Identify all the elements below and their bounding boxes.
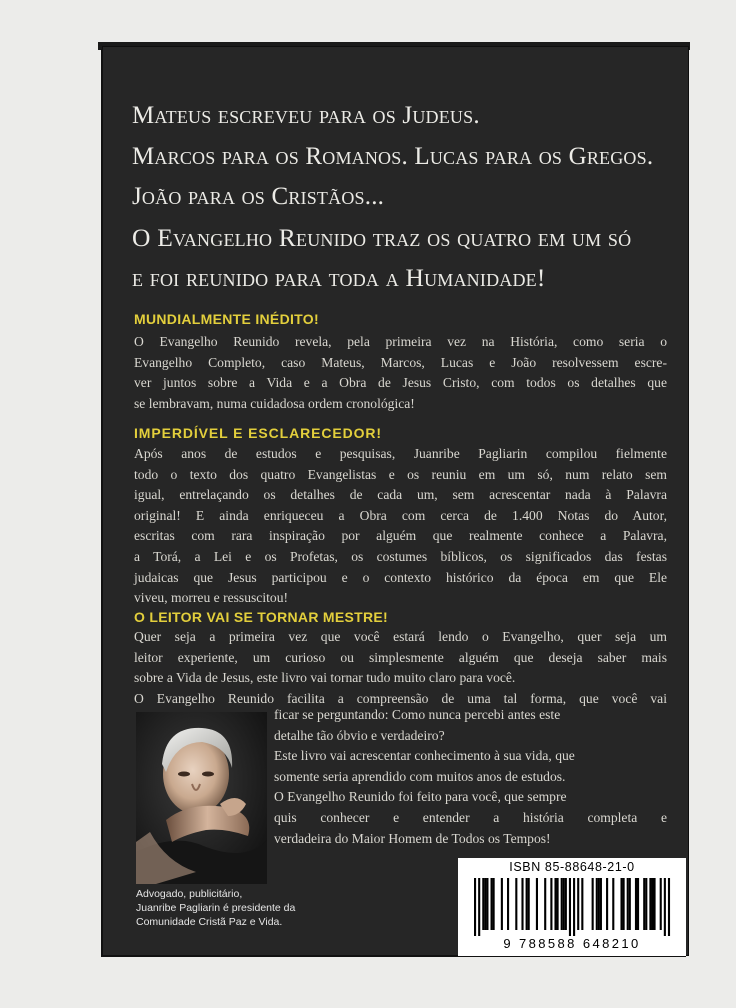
barcode-bar — [554, 878, 556, 930]
body-line: judaicas que Jesus participou e o contexto histórico da época em que Ele — [134, 569, 667, 585]
barcode-bar — [627, 878, 629, 930]
barcode-bar — [484, 878, 486, 930]
barcode-bar — [478, 878, 480, 936]
body-line: O Evangelho Reunido facilita a compreensão de uma tal forma, que você vai — [134, 690, 667, 706]
section-title-mundialmente-inedito: MUNDIALMENTE INÉDITO! — [134, 311, 319, 327]
barcode-bar — [581, 878, 583, 930]
barcode-bar — [493, 878, 495, 930]
body-line: O Evangelho Reunido foi feito para você, que sempre — [274, 789, 567, 805]
barcode-bar — [629, 878, 631, 930]
body-line: viveu, morreu e ressuscitou! — [134, 590, 289, 606]
body-line: Evangelho Completo, caso Mateus, Marcos, Lucas e João resolvessem escre- — [134, 354, 667, 370]
author-caption — [136, 887, 356, 929]
body-line: leitor experiente, um curioso ou simplesmente alguém que deseja saber mais — [134, 649, 667, 665]
headline-line-4: O Evangelho Reunido traz os quatro em um só — [132, 223, 632, 252]
barcode-bar — [557, 878, 559, 930]
isbn-barcode — [458, 858, 686, 956]
isbn-label: ISBN 85-88648-21-0 — [509, 860, 635, 874]
barcode-bar — [486, 878, 488, 930]
body-line: detalhe tão óbvio e verdadeiro? — [274, 727, 445, 743]
barcode-bar — [507, 878, 509, 930]
body-line: Quer seja a primeira vez que você estará lendo o Evangelho, quer seja um — [134, 629, 667, 644]
caption-line: Comunidade Cristã Paz e Vida. — [136, 916, 283, 928]
barcode-bar — [645, 878, 647, 930]
barcode-bar — [474, 878, 476, 936]
body-line: se lembravam, numa cuidadosa ordem cronológica! — [134, 395, 415, 411]
body-line: Após anos de estudos e pesquisas, Juanribe Pagliarin compilou fielmente — [134, 446, 667, 461]
barcode-bar — [668, 878, 670, 936]
barcode-bar — [664, 878, 666, 936]
section-body-mundialmente-inedito — [134, 332, 667, 414]
body-line: escritas com rara inspiração por alguém que realmente conhece a Palavra, — [134, 528, 667, 544]
barcode-bar — [596, 878, 598, 930]
barcode-bar — [660, 878, 662, 930]
body-line: verdadeira do Maior Homem de Todos os Tempos! — [274, 830, 551, 846]
body-line: Este livro vai acrescentar conhecimento à sua vida, que — [274, 748, 575, 764]
barcode-bar — [528, 878, 530, 930]
barcode-bar — [620, 878, 622, 930]
barcode-bar — [623, 878, 625, 930]
barcode-bar — [612, 878, 614, 930]
barcode-bar — [526, 878, 528, 930]
body-line: O Evangelho Reunido revela, pela primeira vez na História, como seria o — [134, 334, 667, 349]
headline-line-5: e foi reunido para toda a Humanidade! — [132, 263, 546, 292]
barcode-bar — [501, 878, 503, 930]
barcode-bar — [521, 878, 523, 930]
barcode-bar — [577, 878, 579, 930]
barcode-bar — [643, 878, 645, 930]
barcode-bar — [649, 878, 651, 930]
body-line: ver juntos sobre a Vida e a Obra de Jesus Cristo, com todos os detalhes que — [134, 375, 667, 391]
barcode-bar — [592, 878, 594, 930]
section-body-imperdivel-e-esclarecedor — [134, 444, 667, 609]
caption-line: Advogado, publicitário, — [136, 888, 243, 900]
barcode-bar — [565, 878, 567, 930]
body-line: todo o texto dos quatro Evangelistas e os reuniu em um só, num relato sem — [134, 466, 667, 482]
barcode-bar — [637, 878, 639, 930]
barcode-bar — [653, 878, 655, 930]
barcode-bar — [561, 878, 563, 930]
section-title-o-leitor-vai-se-tornar-mestre: O LEITOR VAI SE TORNAR MESTRE! — [134, 609, 389, 625]
headline-line-2: Marcos para os Romanos. Lucas para os Gregos. — [132, 143, 654, 170]
body-line: quis conhecer e entender a história completa e — [274, 809, 667, 825]
barcode-bar — [600, 878, 602, 930]
barcode-bar — [573, 878, 575, 936]
ean-digits: 9 788588 648210 — [503, 936, 641, 951]
barcode-bar — [515, 878, 517, 930]
barcode-bar — [651, 878, 653, 930]
section-title-imperdivel-e-esclarecedor: IMPERDÍVEL E ESCLARECEDOR! — [134, 425, 382, 441]
barcode-bar — [635, 878, 637, 930]
body-line: original! E ainda enriqueceu a Obra com cerca de 1.400 Notas do Autor, — [134, 507, 667, 523]
body-line: somente seria aprendido com muitos anos de estudos. — [274, 768, 566, 784]
barcode-bar — [569, 878, 571, 936]
barcode-bar — [536, 878, 538, 930]
barcode-bars — [464, 878, 680, 936]
barcode-bar — [563, 878, 565, 930]
headline-line-1: Mateus escreveu para os Judeus. — [132, 102, 480, 129]
body-line: ficar se perguntando: Como nunca percebi antes este — [274, 707, 561, 722]
barcode-bar — [550, 878, 552, 930]
body-line: a Torá, a Lei e os Profetas, os costumes bíblicos, os significados das festas — [134, 548, 667, 564]
body-line: igual, entrelaçando os detalhes de cada um, sem acrescentar nada à Palavra — [134, 487, 667, 503]
barcode-bar — [482, 878, 484, 930]
text-beside-photo — [274, 705, 667, 849]
body-line: sobre a Vida de Jesus, este livro vai tornar tudo muito claro para você. — [134, 670, 516, 686]
caption-line: Juanribe Pagliarin é presidente da — [136, 902, 296, 914]
headline-line-3: João para os Cristãos... — [132, 183, 385, 210]
barcode-bar — [544, 878, 546, 930]
barcode-bar — [606, 878, 608, 930]
author-photo — [136, 712, 267, 884]
barcode-bar — [491, 878, 493, 930]
barcode-bar — [598, 878, 600, 930]
section-body-o-leitor-vai-se-tornar-mestre — [134, 627, 667, 709]
